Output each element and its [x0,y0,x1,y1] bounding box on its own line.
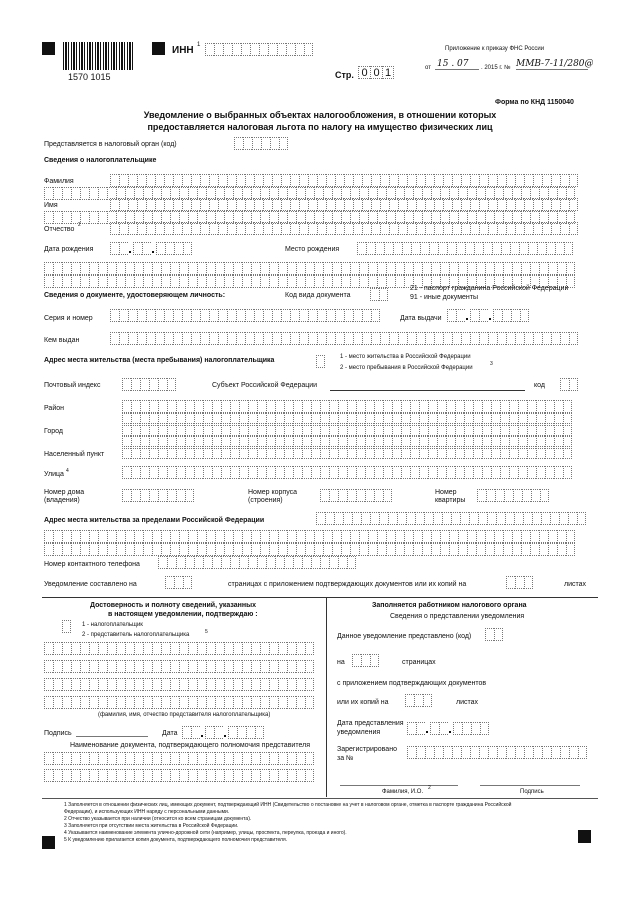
footnote-1: 1 Заполняется в отношении физических лиц, имеющих документ, подтверждающий ИНН (Свидетельство о постановке на учет в налоговом органе, отметка в паспорте гражданина Российской [64,802,512,808]
address-option-2-footnote: 3 [490,361,493,367]
address-type-cell[interactable] [316,355,325,368]
taxpayer-section-title: Сведения о налогоплательщике [44,157,157,164]
pages-with-docs-label: страницах с приложением подтверждающих документов или их копий на [228,581,467,588]
name-row1[interactable] [110,198,578,211]
confirmer-option-2: 2 - представитель налогоплательщика [82,632,190,638]
order-date-prefix: от [425,65,431,71]
authority-doc-row1[interactable] [44,752,314,765]
corner-marker-inn [152,42,165,55]
registered-label-2: за № [337,755,354,762]
address-option-2: 2 - место пребывания в Российской Федерации [340,365,473,371]
confirmation-title-1: Достоверность и полноту сведений, указанных [90,602,256,609]
district-label: Район [44,405,64,412]
building-cells[interactable] [320,489,392,502]
tax-authority-label: Представляется в налоговый орган (код) [44,141,177,148]
settlement-label: Населенный пункт [44,451,105,458]
with-docs-label: с приложением подтверждающих документов [337,680,487,687]
footnotes [64,802,594,844]
street-label: Улица [44,471,64,478]
office-signature-label: Подпись [520,789,544,795]
pages-count-cells[interactable] [165,576,192,589]
office-fio-label: Фамилия, И.О. [382,789,424,795]
authority-doc-label: Наименование документа, подтверждающего полномочия представителя [70,742,310,749]
office-fio-footnote: 2 [428,785,431,791]
birth-place-row1[interactable] [357,242,573,255]
address-option-1: 1 - место жительства в Российской Федерации [340,354,471,360]
city-row1[interactable] [122,423,572,436]
barcode-number: 1570 1015 [68,72,111,82]
issued-by-label: Кем выдан [44,337,80,344]
registered-label-1: Зарегистрировано [337,746,397,753]
series-number-label: Серия и номер [44,315,93,322]
submission-date-label-1: Дата представления [337,720,404,727]
confirmer-option-2-footnote: 5 [205,629,208,635]
street-footnote-mark: 4 [66,468,69,474]
issue-date-cells[interactable] [447,309,529,322]
region-label: Субъект Российской Федерации [212,382,318,389]
footnote-5: 5 К уведомлению прилагается копия документа, подтверждающего полномочия представителя. [64,837,288,843]
postal-code-label: Почтовый индекс [44,382,101,389]
sheets-count-cells[interactable] [506,576,533,589]
sheets-label: листах [564,581,587,588]
representative-fio-row4[interactable] [44,696,314,709]
footnote-4: 4 Указывается наименование элемента улично-дорожной сети (например, улицы, проспекта, переулка, проезда и иного). [64,830,347,836]
identity-doc-section-title: Сведения о документе, удостоверяющем личность: [44,292,226,299]
page-number-cells: 0 0 1 [358,66,394,79]
house-label-2: (владения) [44,497,80,504]
region-code-label: код [534,382,545,389]
foreign-address-row3[interactable] [44,543,575,556]
issue-date-label: Дата выдачи [400,315,442,322]
representative-fio-row3[interactable] [44,678,314,691]
region-code-cells[interactable] [560,378,578,391]
postal-code-cells[interactable] [122,378,176,391]
birth-place-label: Место рождения [285,246,340,253]
foreign-address-row2[interactable] [44,530,575,543]
street-row1[interactable] [122,466,572,479]
submission-date-cells[interactable] [407,722,489,735]
confirmer-type-cell[interactable] [62,620,71,633]
surname-row1[interactable] [110,174,578,187]
building-label: Номер корпуса [248,489,298,496]
date-label: Дата [162,730,178,737]
doc-option-91: 91 - иные документы [410,294,479,301]
footnote-2: 2 Отчество указывается при наличии (относится ко всем страницам документа). [64,816,252,822]
phone-label: Номер контактного телефона [44,561,140,568]
address-section-title: Адрес места жительства (места пребывания) налогоплательщика [44,357,275,364]
confirm-date-cells[interactable] [182,726,264,739]
or-copies-label: или их копий на [337,699,389,706]
birth-place-row2[interactable] [44,262,575,275]
barcode [63,42,135,70]
apartment-cells[interactable] [477,489,549,502]
birth-date-label: Дата рождения [44,246,94,253]
doc-code-cells[interactable] [370,288,388,301]
inn-label: ИНН [172,45,194,56]
patronymic-label: Отчество [44,226,75,233]
registration-number-cells[interactable] [407,746,587,759]
footnote-3: 3 Заполняется при отсутствии места жительства в Российской Федерации. [64,823,239,829]
doc-option-21: 21 - паспорт гражданина Российской Федерации [410,285,569,292]
patronymic-row1[interactable] [110,222,578,235]
office-sheets-label: листах [456,699,479,706]
order-reference: Приложение к приказу ФНС России [445,46,545,52]
settlement-row1[interactable] [122,446,572,459]
page-label: Стр. [335,70,354,80]
building-label-2: (строения) [248,497,283,504]
doc-code-label: Код вида документа [285,292,351,299]
tax-authority-cells[interactable] [234,137,288,150]
inn-cells[interactable] [205,43,313,56]
issued-by-row1[interactable] [110,332,578,345]
corner-marker-bottom-left [42,836,55,849]
submission-date-label-2: уведомления [337,729,381,736]
signature-label: Подпись [44,730,72,737]
patronymic-footnote-mark: 2 [78,222,81,228]
order-number: ММВ-7-11/280@ [516,59,594,69]
footnote-1-cont: Федерации), и использующих ИНН наряду с персональными данными. [64,809,230,815]
representative-fio-row2[interactable] [44,660,314,673]
district-row1[interactable] [122,400,572,413]
inn-footnote-mark: 1 [197,42,201,48]
submitted-code-cells[interactable] [485,628,503,641]
order-year: . 2015 г. № [481,65,511,71]
order-date: 15 . 07 [437,59,469,69]
bottom-block-divider [42,597,598,598]
name-label: Имя [44,202,58,209]
authority-doc-row2[interactable] [44,769,314,782]
city-label: Город [44,428,63,435]
house-label: Номер дома [44,489,85,496]
foreign-address-row1[interactable] [316,512,586,525]
phone-cells[interactable] [158,556,356,569]
pages-label: страницах [402,659,436,666]
office-pages-cells[interactable] [352,654,379,667]
form-code: Форма по КНД 1150040 [495,99,574,106]
confirmation-title-2: в настоящем уведомлении, подтверждаю : [108,611,258,618]
apartment-label-2: квартиры [435,497,466,504]
representative-fio-row1[interactable] [44,642,314,655]
apartment-label: Номер [435,489,457,496]
series-number-cells[interactable] [110,309,380,322]
office-use-title: Заполняется работником налогового органа [372,602,527,609]
foreign-address-title: Адрес места жительства за пределами Российской Федерации [44,517,265,524]
office-use-subtitle: Сведения о представлении уведомления [390,613,525,620]
birth-date-cells[interactable] [110,242,192,255]
corner-marker-top-left [42,42,55,55]
on-label: на [337,659,345,666]
document-title-line1: Уведомление о выбранных объектах налогообложения, в отношении которых [143,110,497,120]
office-sheets-cells[interactable] [405,694,432,707]
submitted-code-label: Данное уведомление представлено (код) [337,633,472,640]
confirmer-option-1: 1 - налогоплательщик [82,622,143,628]
column-divider [326,597,327,797]
composed-on-label: Уведомление составлено на [44,581,137,588]
house-cells[interactable] [122,489,194,502]
document-title-line2: предоставляется налоговая льгота по налогу на имущество физических лиц [147,122,493,132]
surname-label: Фамилия [44,178,74,185]
representative-fio-caption: (фамилия, имя, отчество представителя налогоплательщика) [98,712,271,718]
